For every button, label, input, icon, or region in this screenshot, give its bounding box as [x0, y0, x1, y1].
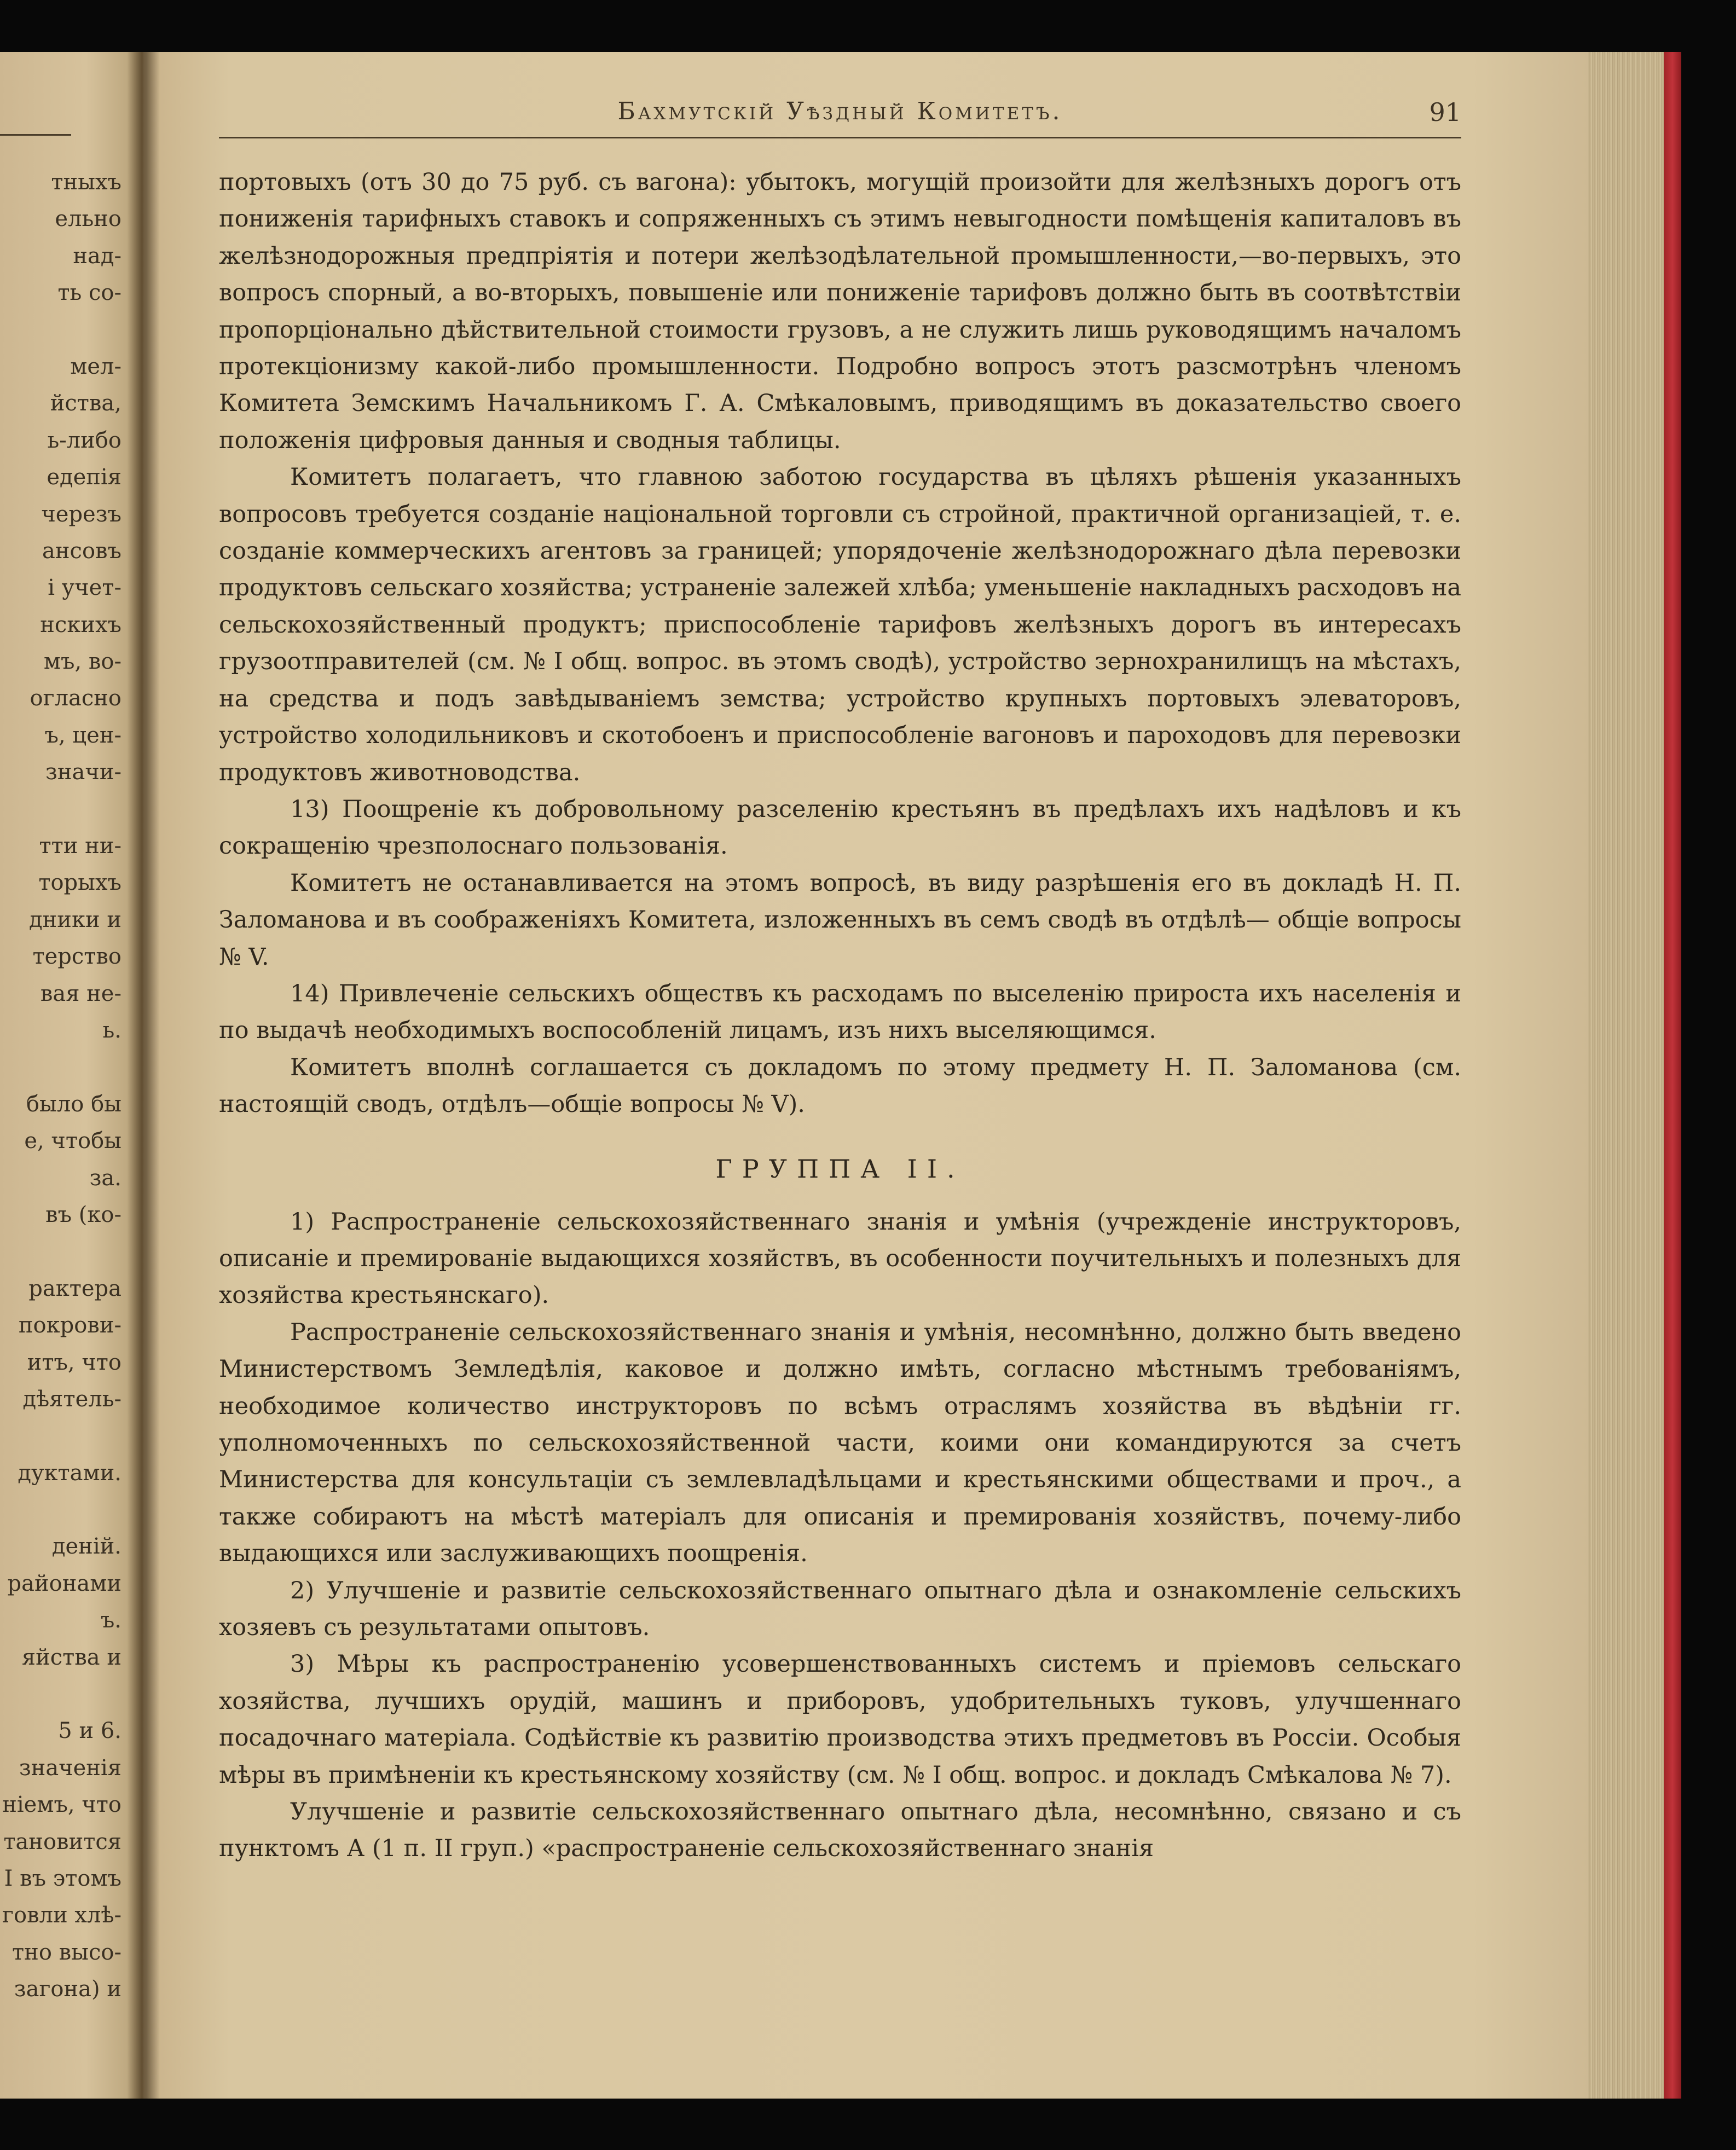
left-fragment-line: тно высо-: [12, 1939, 121, 1965]
left-fragment-line: тти ни-: [39, 833, 121, 859]
paragraph: 14) Привлеченіе сельскихъ обществъ къ расходамъ по выселенію прироста ихъ населенія и по выдачѣ необходимыхъ воспособленій лицамъ, изъ нихъ выселяющимся.: [219, 980, 1461, 1045]
left-fragment-line: значи-: [45, 760, 121, 785]
left-fragment-line: терство: [32, 944, 121, 970]
left-fragment-line: торыхъ: [38, 870, 121, 896]
left-fragment-line: черезъ: [41, 501, 121, 527]
left-fragment-line: говли хлѣ-: [2, 1903, 121, 1928]
book-gutter: [127, 52, 160, 2099]
left-fragment-line: яйства и: [21, 1644, 121, 1670]
left-fragment-line: [0, 1049, 127, 1086]
scan-border-right: [1681, 0, 1736, 2150]
section-heading: ГРУППА II.: [715, 1154, 965, 1184]
left-fragment-line: ь.: [102, 1017, 121, 1043]
left-fragment-line: загона) и: [14, 1977, 121, 2002]
paragraph: Комитетъ не останавливается на этомъ вопросѣ, въ виду разрѣшенія его въ докладѣ Н. П. Заломанова и въ соображеніяхъ Комитета, изложенныхъ въ семъ сводѣ въ отдѣлѣ— общіе вопросы № V.: [219, 869, 1461, 971]
left-fragment-line: покрови-: [18, 1313, 121, 1338]
left-fragment-line: деній.: [51, 1534, 121, 1560]
left-fragment-line: дуктами.: [18, 1460, 121, 1486]
left-fragment-line: мъ, во-: [43, 649, 121, 675]
left-fragment-line: ніемъ, что: [2, 1792, 121, 1818]
left-fragment-line: вая не-: [40, 981, 121, 1006]
continued-paragraph: портовыхъ (отъ 30 до 75 руб. съ вагона): убытокъ, могущій произойти для желѣзныхъ дорогъ отъ пониженія тарифныхъ ставокъ и сопряженныхъ съ этимъ невыгодности помѣщенія капиталовъ въ желѣзнодорожныя предпріятія и потери желѣзодѣлательной промышленности,—во-первыхъ, это вопросъ спорный, а во-вторыхъ, повышеніе или пониженіе тарифовъ должно быть въ соотвѣтствіи пропорціонально дѣйствительной стоимости грузовъ, а не служить лишь руководящимъ началомъ протекціонизму какой-либо промышленности. Подробно вопросъ этотъ разсмотрѣнъ членомъ Комитета Земскимъ Начальникомъ Г. А. Смѣкаловымъ, приводящимъ въ доказательство своего положенія цифровыя данныя и сводныя таблицы.: [219, 169, 1461, 454]
left-fragment-line: огласно: [30, 686, 121, 711]
left-fragment-line: ельно: [55, 206, 121, 232]
paragraph: Комитетъ полагаетъ, что главною заботою государства въ цѣляхъ рѣшенія указанныхъ вопросовъ требуется созданіе національной торговли съ стройной, практичной организаціей, т. е. созданіе коммерческихъ агентовъ за границей; упорядоченіе желѣзнодорожнаго дѣла перевозки продуктовъ сельскаго хозяйства; устраненіе залежей хлѣба; уменьшеніе накладныхъ расходовъ на сельскохозяйственный продуктъ; приспособленіе тарифовъ желѣзныхъ дорогъ въ интересахъ грузоотправителей (см. № І общ. вопрос. въ этомъ сводѣ), устройство зернохранилищъ на мѣстахъ, на средства и подъ завѣдываніемъ земства; устройство крупныхъ портовыхъ элеваторовъ, устройство холодильниковъ и скотобоенъ и приспособленіе вагоновъ и пароходовъ для перевозки продуктовъ животноводства.: [219, 463, 1461, 786]
left-fragment-line: над-: [73, 243, 121, 269]
page-number: 91: [1429, 97, 1461, 127]
left-fragment-line: рактера: [28, 1276, 121, 1301]
scan-border-bottom: [0, 2099, 1736, 2150]
left-fragment-line: 5 и 6.: [58, 1718, 121, 1744]
left-fragment-line: районами: [7, 1571, 121, 1596]
left-fragment-line: въ (ко-: [45, 1202, 121, 1227]
left-fragment-line: дники и: [29, 907, 121, 932]
left-fragment-line: [0, 1233, 127, 1270]
left-fragment-line: нскихъ: [40, 612, 121, 638]
paragraph: Улучшеніе и развитіе сельскохозяйственнаго опытнаго дѣла, несомнѣнно, связано и съ пунктомъ А (1 п. II груп.) «распространеніе сельскохозяйственнаго знанія: [219, 1798, 1461, 1863]
paragraph: 1) Распространеніе сельскохозяйственнаго знанія и умѣнія (учрежденіе инструкторовъ, описаніе и премированіе выдающихся хозяйствъ, въ особенности поучительныхъ и полезныхъ для хозяйства крестьянскаго).: [219, 1208, 1461, 1309]
left-fragment-line: ъ, цен-: [44, 722, 121, 748]
main-text-column: [219, 164, 1461, 1868]
left-fragment-line: ь-либо: [47, 427, 121, 453]
paragraph: Комитетъ вполнѣ соглашается съ докладомъ по этому предмету Н. П. Заломанова (см. настоящій сводъ, отдѣлъ—общіе вопросы № V).: [219, 1053, 1461, 1119]
left-fragment-line: было бы: [26, 1091, 121, 1117]
left-fragment-line: е, чтобы: [24, 1128, 121, 1154]
left-fragment-line: за.: [89, 1165, 121, 1191]
left-fragment-line: і учет-: [48, 575, 121, 601]
paragraph: 13) Поощреніе къ добровольному разселенію крестьянъ въ предѣлахъ ихъ надѣловъ и къ сокращенію чрезполоснаго пользованія.: [219, 795, 1461, 860]
red-cover-edge: [1664, 52, 1681, 2099]
left-fragment-line: [0, 1676, 127, 1713]
paragraph: 3) Мѣры къ распространенію усовершенствованныхъ системъ и пріемовъ сельскаго хозяйства, лучшихъ орудій, машинъ и приборовъ, удобрительныхъ туковъ, улучшеннаго посадочнаго матеріала. Содѣйствіе къ развитію производства этихъ предметовъ въ Россіи. Особыя мѣры въ примѣненіи къ крестьянскому хозяйству (см. № І общ. вопрос. и докладъ Смѣкалова № 7).: [219, 1650, 1461, 1789]
left-fragment-line: тныхъ: [51, 170, 121, 195]
left-fragment-line: едепія: [47, 465, 121, 490]
left-fragment-line: йства,: [50, 391, 121, 416]
running-header: [219, 97, 1461, 136]
left-fragment-line: мел-: [70, 353, 121, 379]
left-page-text-fragments: [0, 164, 127, 2008]
paragraph: 2) Улучшеніе и развитіе сельскохозяйственнаго опытнаго дѣла и ознакомленіе сельскихъ хозяевъ съ результатами опытовъ.: [219, 1577, 1461, 1642]
left-fragment-line: [0, 1492, 127, 1528]
left-fragment-line: [0, 312, 127, 349]
left-fragment-line: тановится: [3, 1829, 121, 1855]
scan-border-top: [0, 0, 1736, 52]
header-rule: [219, 137, 1461, 138]
left-fragment-line: итъ, что: [27, 1349, 121, 1375]
left-fragment-line: значенія: [19, 1755, 121, 1781]
left-page-header-rule: [0, 134, 71, 136]
running-title: Бахмутскій Уѣздный Комитетъ.: [617, 97, 1063, 125]
paragraph: Распространеніе сельскохозяйственнаго знанія и умѣнія, несомнѣнно, должно быть введено Министерствомъ Земледѣлія, каковое и должно имѣть, согласно мѣстнымъ требованіямъ, необходимое количество инструкторовъ по всѣмъ отраслямъ хозяйства въ вѣдѣніи гг. уполномоченныхъ по сельскохозяйственной части, коими они командируются за счетъ Министерства для консультаціи съ землевладѣльцами и крестьянскими обществами и проч., а также собираютъ на мѣстѣ матеріалъ для описанія и премированія хозяйствъ, почему-либо выдающихся или заслуживающихъ поощренія.: [219, 1318, 1461, 1568]
left-fragment-line: [0, 1418, 127, 1454]
left-fragment-line: ъ.: [100, 1608, 121, 1633]
left-fragment-line: ансовъ: [42, 538, 121, 564]
left-fragment-line: дѣятель-: [22, 1386, 121, 1412]
left-fragment-line: І въ этомъ: [4, 1865, 121, 1891]
left-fragment-line: [0, 791, 127, 828]
left-fragment-line: ть со-: [57, 280, 121, 306]
